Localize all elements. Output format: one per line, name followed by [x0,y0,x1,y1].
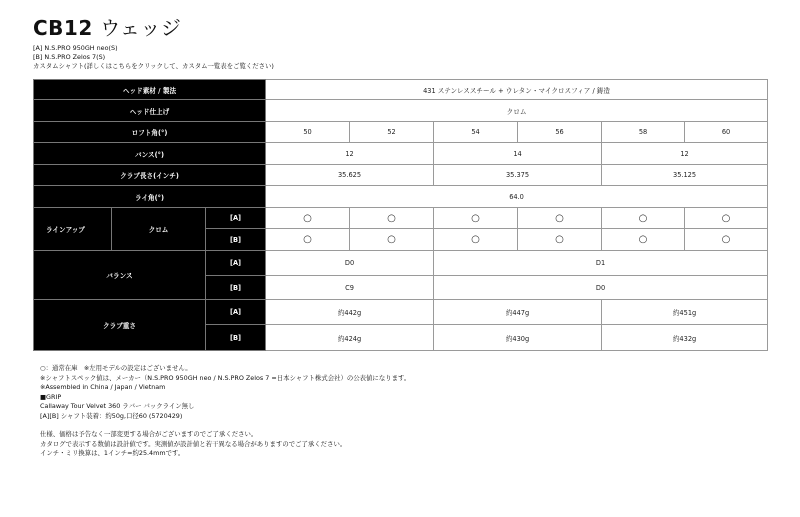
label-head-material: ヘッド素材 / 製法 [34,80,266,100]
stock-mark: ○ [266,207,350,229]
label-head-finish: ヘッド仕上げ [34,100,266,122]
loft-value: 52 [350,121,434,143]
shaft-list [33,44,274,71]
label-bounce: バンス(°) [34,143,266,165]
note-grip: Callaway Tour Velvet 360 ラバー バックライン無し [40,402,195,410]
weight-value: 約430g [434,325,602,351]
row-balance-a [34,250,768,275]
note-grip-heading: ■GRIP [40,392,62,401]
label-lineup: ラインアップ [34,207,112,250]
tag-b: [B] [206,229,266,251]
length-value: 35.125 [602,164,768,186]
weight-value: 約451g [602,300,768,325]
stock-mark: ○ [350,229,434,251]
notes [40,364,410,459]
note-stock: ○：通常在庫 ※左用モデルの設定はございません。 [40,364,192,372]
tag-a: [A] [206,300,266,325]
loft-value: 54 [434,121,518,143]
shaft-b: [B] N.S.PRO Zelos 7(S) [33,53,106,61]
bounce-value: 14 [434,143,602,165]
row-head-finish [34,100,768,122]
product-type: ウェッジ [100,16,182,40]
length-value: 35.375 [434,164,602,186]
row-lineup-a [34,207,768,229]
stock-mark: ○ [350,207,434,229]
row-lie [34,186,768,208]
stock-mark: ○ [602,229,685,251]
tag-a: [A] [206,207,266,229]
note-design-values: カタログで表示する数値は設計値です。実測値が設計値と若干異なる場合がありますのでご了承ください。 [40,439,347,448]
label-chrome: クロム [112,207,206,250]
loft-value: 56 [518,121,602,143]
note-assembled: ※Assembled in China / Japan / Vietnam [40,383,166,391]
stock-mark: ○ [434,229,518,251]
tag-b: [B] [206,275,266,300]
row-length [34,164,768,186]
note-shaft-spec: ※シャフトスペック値は、メーカー（N.S.PRO 950GH neo / N.S.PRO Zelos 7 =日本シャフト株式会社）の公表値になります。 [40,373,411,382]
head-material-value: 431 ステンレススチール + ウレタン・マイクロスフィア / 鋳造 [266,80,768,100]
stock-mark: ○ [518,229,602,251]
label-loft: ロフト角(°) [34,121,266,143]
page-title [33,12,181,41]
note-disclaimer: 仕様、価格は予告なく一部変更する場合がございますのでご了承ください。 [40,430,258,438]
note-grip-shaft: [A][B] シャフト装着：約50g,口径60 (5720429) [40,411,183,420]
note-inch-conversion: インチ・ミリ換算は、1インチ=約25.4mmです。 [40,449,185,457]
head-finish-value: クロム [266,100,768,122]
spacer [40,421,410,430]
bounce-value: 12 [602,143,768,165]
label-lie: ライ角(°) [34,186,266,208]
spec-table [33,79,768,351]
stock-mark: ○ [434,207,518,229]
shaft-a: [A] N.S.PRO 950GH neo(S) [33,44,118,52]
label-balance: バランス [34,250,206,299]
stock-mark: ○ [266,229,350,251]
loft-value: 60 [685,121,768,143]
stock-mark: ○ [685,229,768,251]
bounce-value: 12 [266,143,434,165]
balance-value: C9 [266,275,434,300]
stock-mark: ○ [685,207,768,229]
balance-value: D1 [434,250,768,275]
weight-value: 約424g [266,325,434,351]
row-weight-a [34,300,768,325]
row-bounce [34,143,768,165]
stock-mark: ○ [518,207,602,229]
stock-mark: ○ [602,207,685,229]
balance-value: D0 [266,250,434,275]
loft-value: 50 [266,121,350,143]
weight-value: 約447g [434,300,602,325]
custom-shaft-link[interactable]: カスタムシャフト(詳しくはこちらをクリックして、カスタム一覧表をご覧ください) [33,62,274,70]
tag-a: [A] [206,250,266,275]
weight-value: 約442g [266,300,434,325]
tag-b: [B] [206,325,266,351]
model-name: CB12 [33,16,93,40]
length-value: 35.625 [266,164,434,186]
lie-value: 64.0 [266,186,768,208]
label-weight: クラブ重さ [34,300,206,351]
row-head-material [34,80,768,100]
balance-value: D0 [434,275,768,300]
weight-value: 約432g [602,325,768,351]
label-length: クラブ長さ(インチ) [34,164,266,186]
loft-value: 58 [602,121,685,143]
row-loft [34,121,768,143]
